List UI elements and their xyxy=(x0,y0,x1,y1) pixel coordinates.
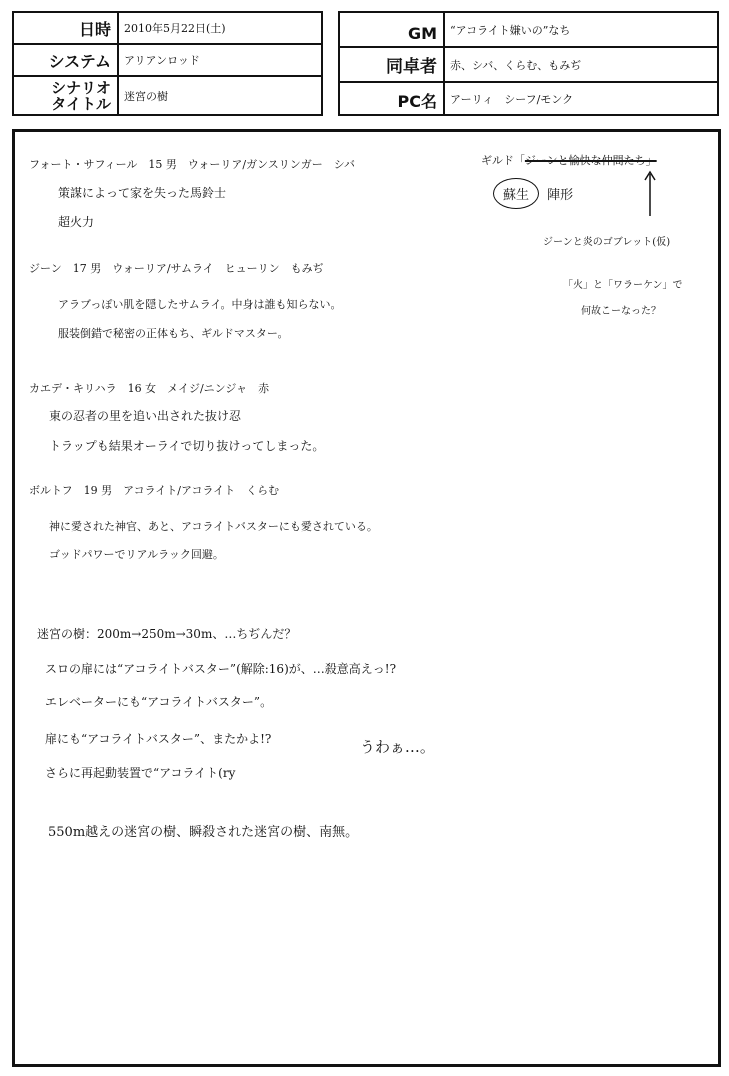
guild-struck-name: ジーンと愉快な仲間たち」 xyxy=(524,154,657,167)
arrow-up-icon xyxy=(643,170,657,218)
memo-box xyxy=(12,129,721,1067)
players-label: 同卓者 xyxy=(340,48,445,81)
character-note: 服装倒錯で秘密の正体もち、ギルドマスター。 xyxy=(58,327,289,340)
guild-new-name xyxy=(493,178,573,209)
character-note: 東の忍者の里を追い出された抜け忍 xyxy=(49,409,242,423)
guild-label: ギルド「 xyxy=(481,154,525,167)
story-line: さらに再起動装置で“アコライト(ry xyxy=(45,766,236,780)
character-line: フォート・サフィール 15 男 ウォーリア/ガンスリンガー シバ xyxy=(29,158,356,171)
players-value: 赤、シバ、くらむ、もみぢ xyxy=(450,58,582,72)
header-session-box xyxy=(338,11,719,116)
scenario-label xyxy=(14,77,119,114)
character-line: カエデ・キリハラ 16 女 メイジ/ニンジャ 赤 xyxy=(29,382,270,395)
date-value: 2010年5月22日(土) xyxy=(124,22,226,35)
character-note: ゴッドパワーでリアルラック回避。 xyxy=(49,548,224,561)
gm-row xyxy=(340,13,717,48)
pc-row xyxy=(340,83,717,114)
date-row xyxy=(14,13,321,45)
character-note: アラブっぽい肌を隠したサムライ。中身は誰も知らない。 xyxy=(58,298,342,311)
gm-label: GM xyxy=(340,13,445,46)
aside-comment: うわぁ…。 xyxy=(360,738,435,756)
header-info-box xyxy=(12,11,323,116)
players-row xyxy=(340,48,717,83)
guild-side-note: ジーンと炎のゴブレット(仮) xyxy=(543,237,671,248)
character-note: 策謀によって家を失った馬鈴士 xyxy=(58,186,227,200)
scenario-label-line-2: タイトル xyxy=(51,94,111,113)
story-line: スロの扉には“アコライトバスター”(解除:16)が、…殺意高えっ!? xyxy=(45,662,397,676)
story-line: 迷宮の樹：200m→250m→30m、…ちぢんだ？ xyxy=(37,627,297,641)
gm-value: “アコライト嫌いの”なち xyxy=(450,23,571,37)
system-row xyxy=(14,45,321,77)
guild-new-name-rest: 陣形 xyxy=(547,188,574,203)
character-note: トラップも結果オーライで切り抜けってしまった。 xyxy=(49,439,325,453)
scenario-row xyxy=(14,77,321,114)
character-line: ボルトフ 19 男 アコライト/アコライト くらむ xyxy=(29,484,280,497)
story-line: 550m越えの迷宮の樹、瞬殺された迷宮の樹、南無。 xyxy=(48,825,359,840)
guild-line xyxy=(481,152,657,168)
character-line: ジーン 17 男 ウォーリア/サムライ ヒューリン もみぢ xyxy=(29,262,324,275)
story-line: 扉にも“アコライトバスター”、またかよ!? xyxy=(45,732,272,746)
guild-side-note: 何故こーなった？ xyxy=(581,306,661,317)
character-note: 超火力 xyxy=(58,215,95,229)
guild-side-note: 「火」と「ワラーケン」で xyxy=(563,280,683,291)
date-label: 日時 xyxy=(14,13,119,43)
system-value: アリアンロッド xyxy=(124,54,200,67)
scenario-value: 迷宮の樹 xyxy=(124,89,168,103)
pc-label: PC名 xyxy=(340,83,445,114)
system-label: システム xyxy=(14,45,119,75)
pc-value: アーリィ シーフ/モンク xyxy=(450,92,574,106)
character-note: 神に愛された神官、あと、アコライトバスターにも愛されている。 xyxy=(49,520,378,533)
story-line: エレベーターにも“アコライトバスター”。 xyxy=(45,695,273,709)
scenario-label-line-1: シナリオ xyxy=(51,78,111,97)
guild-circled-word: 蘇生 xyxy=(493,178,539,209)
